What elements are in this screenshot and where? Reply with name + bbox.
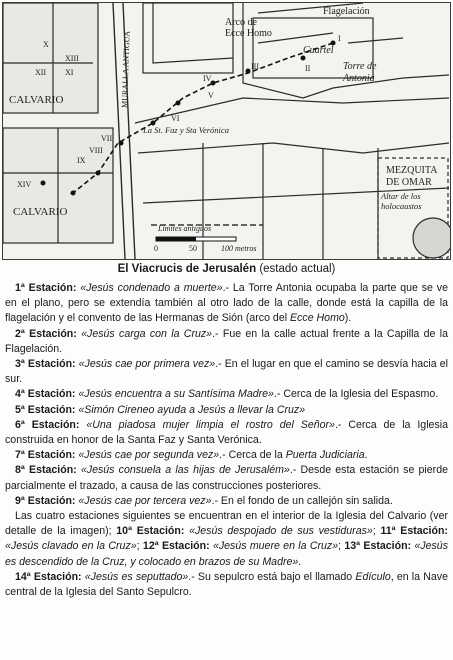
station-title: «Jesús cae por primera vez» [78, 358, 216, 371]
station-xiv: XIV [17, 180, 32, 189]
station-label: 14ª Estación: [15, 570, 82, 583]
label-cuartel: Cuartel [303, 45, 334, 56]
station-title: «Jesús clavado en la Cruz» [5, 540, 137, 553]
map-scale [151, 224, 263, 253]
station-description: .- Cerca de la Iglesia del Espasmo. [273, 388, 439, 401]
station-paragraph [5, 570, 448, 600]
station-v: V [208, 91, 214, 100]
separator: . [298, 555, 302, 568]
station-paragraph [5, 357, 448, 387]
label-muralla: MURALLA ANTIGUA [120, 30, 132, 109]
station-paragraph [5, 448, 448, 463]
station-x: X [43, 40, 49, 49]
station-label: 12ª Estación: [142, 540, 210, 553]
station-label: 13ª Estación: [344, 540, 412, 553]
label-calvario-top: CALVARIO [9, 94, 64, 106]
stations-text [5, 281, 448, 600]
station-i: I [338, 34, 341, 43]
station-description: .- Cerca de la [219, 449, 286, 462]
station-paragraph [5, 327, 448, 357]
station-description: .- En el lugar en que el camino se desvía hacia el sur. [5, 358, 448, 386]
station-ii: II [305, 64, 311, 73]
station-description: .- La Torre Antonia ocupaba la parte que se ve en el plano, pero se extendía también al otro lado de la calle, donde está la capilla de la flagelación y el convento de las Hermanas de Sión (arco del [5, 282, 448, 325]
station-paragraph [5, 387, 448, 402]
label-torre: Torre de [343, 61, 377, 72]
station-title: «Jesús encuentra a su Santísima Madre» [78, 388, 274, 401]
station-description: .- Cerca de la Iglesia construida en honor de la Santa Faz y Santa Verónica. [5, 418, 448, 447]
station-xii: XII [35, 68, 47, 77]
label-santa-faz: La St. Faz y Sta Verónica [143, 125, 229, 135]
station-label: 7ª Estación: [15, 449, 76, 462]
label-mezquita: MEZQUITA [386, 165, 438, 176]
station-label: 5ª Estación: [15, 403, 76, 416]
station-viii: VIII [89, 146, 103, 155]
historical-street-map [2, 2, 451, 260]
station-label: 2ª Estación: [15, 327, 77, 340]
station-description-tail: ). [344, 312, 352, 325]
caption-subtitle: (estado actual) [259, 263, 336, 275]
station-description: .- Fue en la calle actual frente a la Capilla de la Flagelación. [5, 327, 448, 355]
map-drawing [3, 3, 450, 259]
station-title: «Jesús es seputtado» [84, 570, 189, 583]
station-iv: IV [203, 74, 212, 83]
station-title: «Simón Cireneo ayuda a Jesús a llevar la Cruz» [78, 403, 306, 416]
station-label: 3ª Estación: [15, 358, 76, 371]
scale-100: 100 metros [221, 244, 257, 253]
station-ix: IX [77, 156, 86, 165]
station-description: .- Desde esta estación se pierde parcialmente el trazado, a causa de las construcciones posteriores. [5, 464, 448, 492]
caption-title: El Viacrucis de Jerusalén [117, 263, 257, 275]
station-xiii: XIII [65, 54, 79, 63]
station-paragraph [5, 463, 448, 493]
station-label: 4ª Estación: [15, 388, 76, 401]
label-ecce-homo: Ecce Homo [225, 28, 272, 39]
station-paragraph [5, 403, 448, 418]
station-paragraph [5, 494, 448, 509]
station-label: 6ª Estación: [15, 418, 80, 431]
separator: ; [136, 540, 140, 553]
figure-caption [0, 263, 453, 275]
station-vii: VII [101, 134, 113, 143]
station-paragraph [5, 281, 448, 327]
station-description: .- Su sepulcro está bajo el llamado [188, 570, 356, 583]
label-arco: Arco de [225, 17, 257, 28]
station-emphasis: Edículo [355, 570, 391, 583]
station-title: «Jesús muere en la Cruz» [212, 540, 339, 553]
station-description: .- En el fondo de un callejón sin salida. [211, 494, 393, 507]
label-altar: Altar de los [381, 191, 421, 201]
station-title: «Jesús cae por segunda vez» [78, 449, 220, 462]
station-label: 8ª Estación: [15, 464, 77, 477]
station-title: «Una piadosa mujer limpia el rostro del Señor» [86, 418, 335, 431]
station-label: 10ª Estación: [116, 525, 185, 538]
scale-0: 0 [154, 244, 158, 253]
calvario-intro: Las cuatro estaciones siguientes se encuentran en el interior de la Iglesia del Calvario (ver detalle de la imagen); [5, 510, 448, 538]
label-de-omar: DE OMAR [386, 177, 432, 188]
station-description-tail: . [364, 449, 368, 462]
calvario-paragraph [5, 509, 448, 570]
station-title: «Jesús es descendido de la Cruz, y colocado en brazos de su Madre» [5, 540, 448, 568]
station-paragraph [5, 418, 448, 448]
station-xi: XI [65, 68, 74, 77]
station-label: 1ª Estación: [15, 282, 77, 294]
station-vi: VI [171, 114, 180, 123]
label-holocaustos: holocaustos [381, 201, 422, 211]
separator: ; [338, 540, 342, 553]
station-title: «Jesús cae por tercera vez» [78, 494, 212, 507]
scale-50: 50 [189, 244, 197, 253]
station-label: 11ª Estación: [380, 525, 448, 538]
station-iii: III [251, 62, 259, 71]
scale-limites: Límites antiguos [158, 224, 212, 233]
station-emphasis: Ecce Homo [290, 312, 345, 325]
station-title: «Jesús consuela a las hijas de Jerusalém» [80, 464, 290, 477]
station-emphasis: Puerta Judiciaria [285, 449, 365, 462]
label-calvario-bottom: CALVARIO [13, 206, 68, 218]
station-label: 9ª Estación: [15, 494, 76, 507]
station-title: «Jesús despojado de sus vestiduras» [189, 525, 373, 538]
label-antonia: Antonia [343, 73, 375, 84]
label-flagelacion: Flagelación [323, 6, 370, 17]
station-description-tail: , en la Nave central de la Iglesia del Santo Sepulcro. [5, 570, 448, 599]
station-title: «Jesús carga con la Cruz» [81, 327, 213, 340]
station-title: «Jesús condenado a muerte» [80, 282, 223, 294]
separator: ; [372, 525, 376, 538]
